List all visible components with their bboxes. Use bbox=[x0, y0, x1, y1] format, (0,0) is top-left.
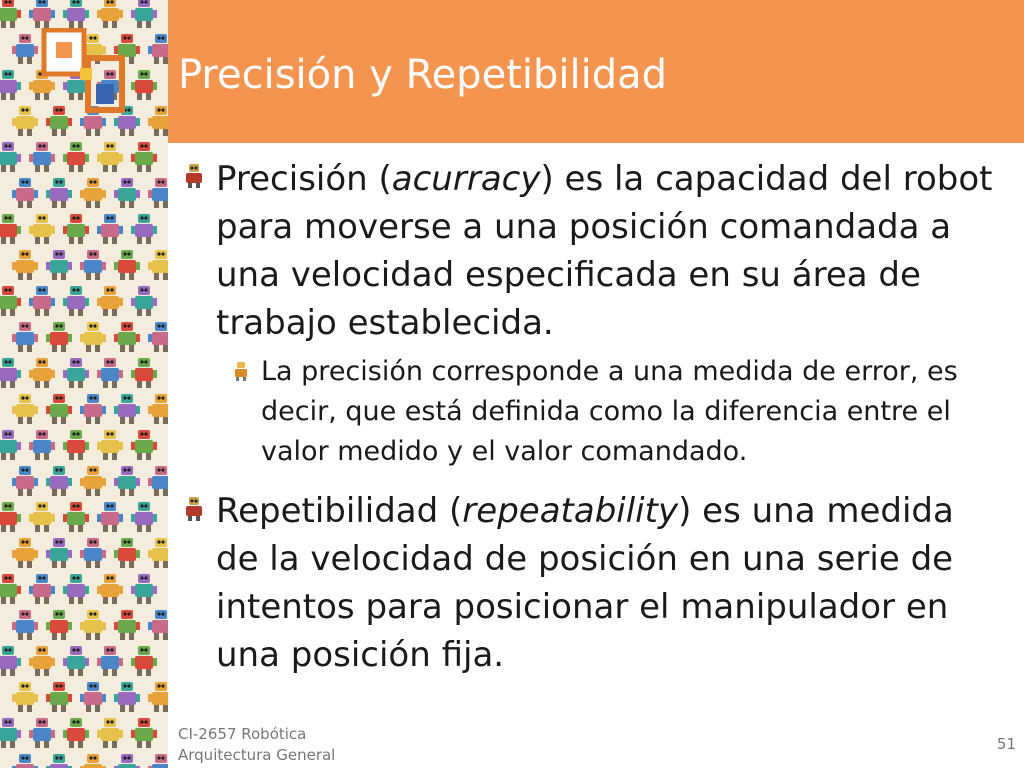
footer-topic: Arquitectura General bbox=[178, 746, 336, 764]
robot-bullet-icon bbox=[181, 496, 207, 522]
bullet-repeatability-term: repeatability bbox=[462, 491, 679, 531]
bullet-accuracy bbox=[216, 155, 1006, 347]
bullet-accuracy-post: ) es la capacidad del robot para moverse a una posición comandada a una velocidad especificada en su área de trabajo establecida. bbox=[216, 159, 993, 343]
bullet-repeatability-post: ) es una medida de la velocidad de posición en una serie de intentos para posicionar el manipulador en una posición fija. bbox=[216, 491, 954, 675]
bullet-repeatability bbox=[216, 487, 1006, 679]
small-robot-bullet-icon bbox=[232, 361, 250, 381]
logo-icon bbox=[40, 28, 128, 116]
logo bbox=[40, 28, 128, 116]
sub-bullet-error: La precisión corresponde a una medida de error, es decir, que está definida como la diferencia entre el valor medido y el valor comandado. bbox=[261, 356, 958, 467]
robot-bullet-icon bbox=[181, 163, 207, 189]
bullet-accuracy-pre: Precisión ( bbox=[216, 159, 392, 199]
footer bbox=[178, 724, 335, 766]
bullet-repeatability-pre: Repetibilidad ( bbox=[216, 491, 463, 531]
footer-course: CI-2657 Robótica bbox=[178, 725, 307, 743]
bullet-accuracy-term: acurracy bbox=[391, 159, 541, 199]
slide-title: Precisión y Repetibilidad bbox=[178, 52, 668, 98]
page-number: 51 bbox=[996, 735, 1016, 753]
